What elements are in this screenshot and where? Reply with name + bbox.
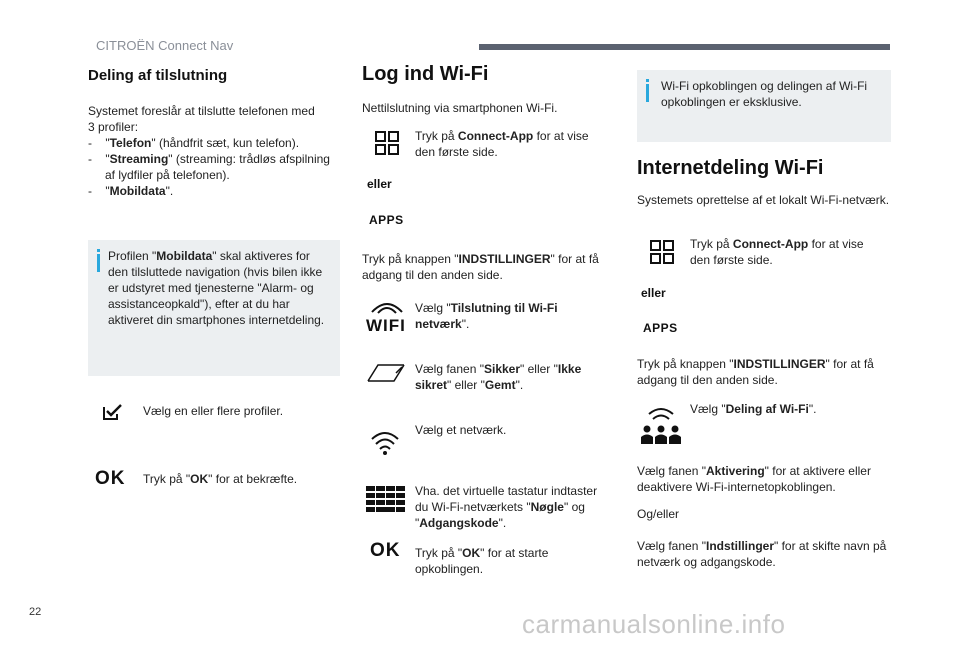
sharing-intro	[88, 103, 338, 199]
info-icon	[646, 84, 649, 102]
section-heading-wifi-login: Log ind Wi-Fi	[362, 63, 489, 85]
connect-app-grid-icon	[375, 131, 399, 155]
wifi-icon	[370, 430, 400, 456]
note-text-exclusive: Wi-Fi opkoblingen og delingen af Wi-Fi opkoblingen er eksklusive.	[661, 79, 868, 109]
section-heading-hotspot: Internetdeling Wi-Fi	[637, 157, 824, 179]
intro-line: 3 profiler:	[88, 120, 139, 134]
step-activation-tab: Vælg fanen "Aktivering" for at aktivere eller deaktivere Wi-Fi-internetopkoblingen.	[637, 464, 871, 494]
step-select-profiles: Vælg en eller flere profiler.	[143, 404, 284, 418]
or-label: eller	[641, 286, 666, 300]
header-bar	[479, 44, 890, 50]
manual-header-title: CITROËN Connect Nav	[96, 38, 234, 53]
step-confirm-ok: Tryk på "OK" for at bekræfte.	[143, 472, 298, 486]
info-icon-dot	[646, 79, 649, 82]
note-text-mobildata: Profilen "Mobildata" skal aktiveres for den tilsluttede navigation (hvis bilen ikke er udstyret med tjenesterne "Alarm- og assistanceopkald"), efter at du har aktiveret din smartphones internetdeling.	[108, 249, 325, 327]
profile-item-mobildata: - "Mobildata".	[88, 184, 174, 198]
hotspot-intro: Systemets oprettelse af et lokalt Wi-Fi-netværk.	[637, 193, 890, 207]
intro-line: Systemet foreslår at tilslutte telefonen med	[88, 104, 315, 118]
page-number: 22	[29, 606, 42, 618]
profile-item-streaming: - "Streaming" (streaming: trådløs afspilning af lydfiler på telefonen).	[88, 152, 330, 182]
step-settings-tab: Vælg fanen "Indstillinger" for at skifte navn på netværk og adgangskode.	[637, 539, 887, 569]
step-select-tab: Vælg fanen "Sikker" eller "Ikke sikret" eller "Gemt".	[415, 362, 582, 392]
info-icon-dot	[97, 249, 100, 252]
connect-app-grid-icon	[650, 240, 674, 264]
checkbox-icon	[102, 403, 124, 421]
and-or-label: Og/eller	[637, 507, 680, 521]
step-select-wifi-network: Vælg "Tilslutning til Wi-Fi netværk".	[415, 301, 558, 331]
or-label: eller	[367, 177, 392, 191]
apps-label: APPS	[643, 321, 678, 335]
wifi-signal-icon	[368, 298, 406, 314]
watermark: carmanualsonline.info	[522, 609, 786, 639]
apps-label: APPS	[369, 213, 404, 227]
step-select-network: Vælg et netværk.	[415, 423, 507, 437]
wifi-label-icon: WIFI	[366, 316, 406, 335]
step-settings-button: Tryk på knappen "INDSTILLINGER" for at få adgang til den anden side.	[637, 357, 874, 387]
info-icon	[97, 254, 100, 272]
profile-item-telefon: - "Telefon" (håndfrit sæt, kun telefon).	[88, 136, 300, 150]
step-connect-app: Tryk på Connect-App for at vise den første side.	[690, 237, 864, 267]
step-select-sharing: Vælg "Deling af Wi-Fi".	[690, 402, 817, 416]
tab-select-icon	[366, 363, 406, 383]
wifi-sharing-icon	[640, 405, 682, 445]
section-heading-sharing: Deling af tilslutning	[88, 67, 228, 84]
step-connect-app: Tryk på Connect-App for at vise den første side.	[415, 129, 589, 159]
keyboard-icon	[366, 486, 406, 512]
ok-icon: OK	[95, 468, 126, 489]
step-enter-key: Vha. det virtuelle tastatur indtaster du Wi-Fi-netværkets "Nøgle" og "Adgangskode".	[415, 484, 598, 530]
step-start-connection: Tryk på "OK" for at starte opkoblingen.	[415, 546, 549, 576]
ok-icon: OK	[370, 540, 401, 561]
step-settings-button: Tryk på knappen "INDSTILLINGER" for at få adgang til den anden side.	[362, 252, 599, 282]
wifi-login-intro: Nettilslutning via smartphonen Wi-Fi.	[362, 101, 558, 115]
